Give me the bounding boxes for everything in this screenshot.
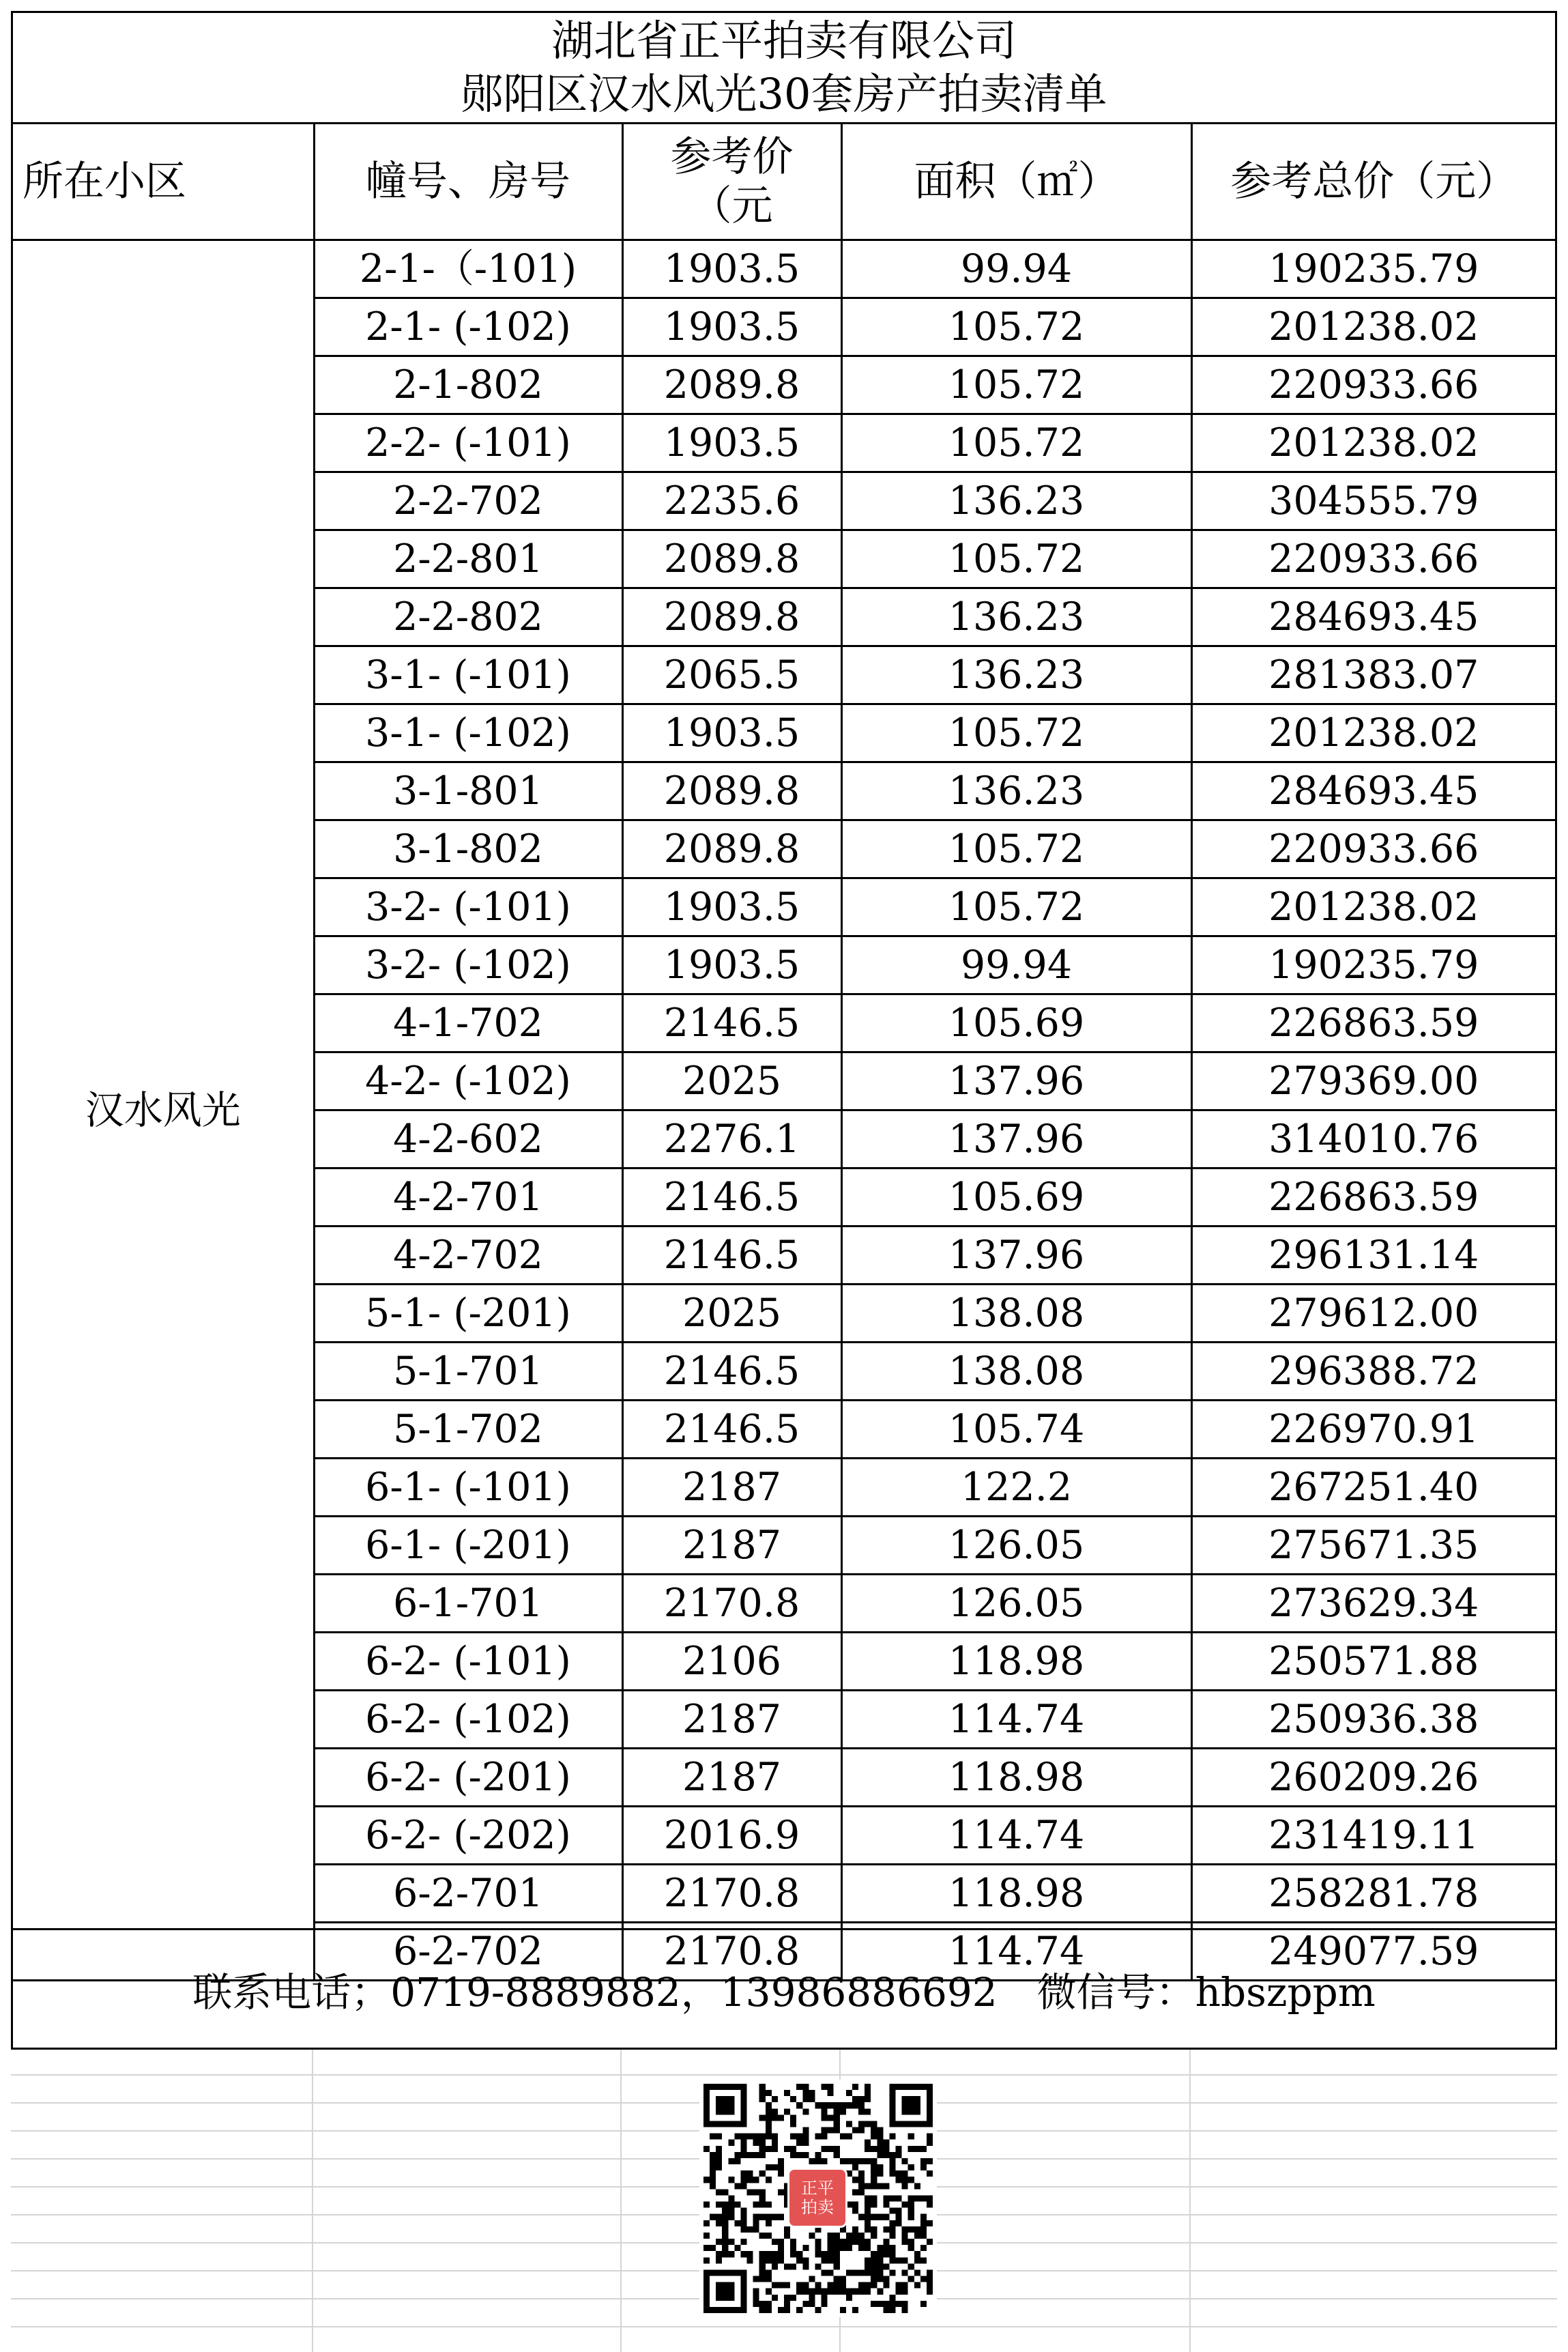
unit-price-cell: 1903.5 [622,878,841,936]
unit-cell: 5-1-701 [314,1343,622,1401]
area-cell: 118.98 [841,1633,1191,1691]
unit-cell: 5-1- (-201) [314,1285,622,1343]
seal-text-line2: 拍卖 [801,2198,834,2217]
header-unit-price-line1: 参考价 [670,133,794,181]
area-cell: 118.98 [841,1865,1191,1923]
area-cell: 105.72 [841,414,1191,472]
unit-cell: 4-1-702 [314,994,622,1052]
unit-price-cell: 1903.5 [622,936,841,994]
area-cell: 118.98 [841,1749,1191,1807]
unit-price-cell: 2146.5 [622,994,841,1052]
total-price-cell: 201238.02 [1191,878,1555,936]
gridline [11,2074,1557,2076]
list-title: 郧阳区汉水风光30套房产拍卖清单 [461,69,1107,119]
header-unit-price [622,124,841,240]
area-cell: 137.96 [841,1052,1191,1110]
unit-cell: 2-2-702 [314,472,622,530]
total-price-cell: 273629.34 [1191,1575,1555,1633]
total-price-cell: 220933.66 [1191,356,1555,414]
area-cell: 105.72 [841,878,1191,936]
header-area: 面积（㎡） [841,124,1191,240]
unit-cell: 3-2- (-102) [314,936,622,994]
unit-cell: 6-1- (-101) [314,1459,622,1517]
header-total: 参考总价（元） [1191,124,1555,240]
unit-price-cell: 2187 [622,1749,841,1807]
unit-price-cell: 2187 [622,1459,841,1517]
area-cell: 126.05 [841,1575,1191,1633]
unit-price-cell: 2146.5 [622,1227,841,1285]
total-price-cell: 296388.72 [1191,1343,1555,1401]
total-price-cell: 201238.02 [1191,298,1555,356]
header-unit-price-line2: （元 [691,182,773,230]
total-price-cell: 314010.76 [1191,1110,1555,1168]
total-price-cell: 275671.35 [1191,1517,1555,1575]
area-cell: 99.94 [841,240,1191,298]
unit-price-cell: 2025 [622,1285,841,1343]
area-cell: 114.74 [841,1807,1191,1865]
unit-price-cell: 2089.8 [622,762,841,820]
total-price-cell: 231419.11 [1191,1807,1555,1865]
unit-price-cell: 1903.5 [622,240,841,298]
area-cell: 105.72 [841,356,1191,414]
total-price-cell: 226863.59 [1191,1168,1555,1227]
auction-list-sheet [11,11,1557,2050]
unit-cell: 4-2-701 [314,1168,622,1227]
area-cell: 114.74 [841,1691,1191,1749]
total-price-cell: 281383.07 [1191,646,1555,704]
area-cell: 137.96 [841,1110,1191,1168]
unit-price-cell: 2089.8 [622,356,841,414]
unit-price-cell: 2170.8 [622,1865,841,1923]
unit-cell: 2-2- (-101) [314,414,622,472]
total-price-cell: 267251.40 [1191,1459,1555,1517]
unit-cell: 6-2- (-101) [314,1633,622,1691]
unit-price-cell: 2089.8 [622,530,841,588]
total-price-cell: 279612.00 [1191,1285,1555,1343]
total-price-cell: 226970.91 [1191,1401,1555,1459]
unit-cell: 3-1-801 [314,762,622,820]
property-table [13,124,1555,1981]
area-cell: 114.74 [841,1923,1191,1981]
total-price-cell: 250571.88 [1191,1633,1555,1691]
unit-price-cell: 2235.6 [622,472,841,530]
unit-price-cell: 2170.8 [622,1923,841,1981]
gridline [11,2326,1557,2327]
unit-cell: 2-2-802 [314,588,622,646]
area-cell: 126.05 [841,1517,1191,1575]
unit-cell: 2-2-801 [314,530,622,588]
area-cell: 99.94 [841,936,1191,994]
total-price-cell: 258281.78 [1191,1865,1555,1923]
area-cell: 137.96 [841,1227,1191,1285]
unit-cell: 6-2-701 [314,1865,622,1923]
unit-price-cell: 2187 [622,1691,841,1749]
total-price-cell: 220933.66 [1191,530,1555,588]
total-price-cell: 220933.66 [1191,820,1555,878]
total-price-cell: 260209.26 [1191,1749,1555,1807]
total-price-cell: 190235.79 [1191,240,1555,298]
unit-price-cell: 2146.5 [622,1401,841,1459]
gridline [620,2050,622,2352]
total-price-cell: 190235.79 [1191,936,1555,994]
area-cell: 105.69 [841,994,1191,1052]
unit-cell: 3-1- (-102) [314,704,622,762]
unit-cell: 4-2-702 [314,1227,622,1285]
area-cell: 122.2 [841,1459,1191,1517]
header-community: 所在小区 [13,124,314,240]
total-price-cell: 250936.38 [1191,1691,1555,1749]
unit-price-cell: 2187 [622,1517,841,1575]
unit-price-cell: 2146.5 [622,1343,841,1401]
area-cell: 136.23 [841,472,1191,530]
unit-cell: 2-1-802 [314,356,622,414]
unit-price-cell: 1903.5 [622,298,841,356]
unit-cell: 6-2- (-201) [314,1749,622,1807]
company-name: 湖北省正平拍卖有限公司 [551,16,1017,66]
area-cell: 105.72 [841,820,1191,878]
area-cell: 136.23 [841,762,1191,820]
unit-price-cell: 2276.1 [622,1110,841,1168]
document-title [13,13,1555,124]
area-cell: 105.72 [841,298,1191,356]
unit-price-cell: 2170.8 [622,1575,841,1633]
gridline [312,2050,313,2352]
unit-price-cell: 2025 [622,1052,841,1110]
unit-cell: 6-1-701 [314,1575,622,1633]
total-price-cell: 201238.02 [1191,704,1555,762]
unit-price-cell: 2089.8 [622,820,841,878]
unit-price-cell: 1903.5 [622,704,841,762]
community-cell: 汉水风光 [13,240,314,1981]
total-price-cell: 296131.14 [1191,1227,1555,1285]
unit-cell: 2-1- (-102) [314,298,622,356]
unit-cell: 4-2- (-102) [314,1052,622,1110]
gridline [1189,2050,1191,2352]
unit-cell: 6-2- (-102) [314,1691,622,1749]
total-price-cell: 284693.45 [1191,762,1555,820]
area-cell: 136.23 [841,646,1191,704]
header-unit: 幢号、房号 [314,124,622,240]
total-price-cell: 226863.59 [1191,994,1555,1052]
unit-price-cell: 2146.5 [622,1168,841,1227]
unit-cell: 6-1- (-201) [314,1517,622,1575]
total-price-cell: 304555.79 [1191,472,1555,530]
area-cell: 105.72 [841,704,1191,762]
table-row [13,240,1555,298]
unit-cell: 3-1-802 [314,820,622,878]
qr-logo-seal [787,2168,847,2228]
area-cell: 136.23 [841,588,1191,646]
unit-price-cell: 2016.9 [622,1807,841,1865]
area-cell: 105.72 [841,530,1191,588]
total-price-cell: 284693.45 [1191,588,1555,646]
unit-cell: 2-1-（-101) [314,240,622,298]
area-cell: 105.74 [841,1401,1191,1459]
unit-price-cell: 2089.8 [622,588,841,646]
unit-cell: 3-1- (-101) [314,646,622,704]
unit-price-cell: 2065.5 [622,646,841,704]
unit-cell: 3-2- (-101) [314,878,622,936]
area-cell: 138.08 [841,1343,1191,1401]
unit-cell: 6-2-702 [314,1923,622,1981]
contact-info: 联系电话；0719-8889882，13986886692 微信号：hbszppm [13,1928,1555,2048]
unit-cell: 5-1-702 [314,1401,622,1459]
table-header-row [13,124,1555,240]
total-price-cell: 249077.59 [1191,1923,1555,1981]
area-cell: 138.08 [841,1285,1191,1343]
seal-text-line1: 正平 [801,2179,834,2198]
unit-cell: 4-2-602 [314,1110,622,1168]
total-price-cell: 201238.02 [1191,414,1555,472]
total-price-cell: 279369.00 [1191,1052,1555,1110]
unit-cell: 6-2- (-202) [314,1807,622,1865]
area-cell: 105.69 [841,1168,1191,1227]
unit-price-cell: 1903.5 [622,414,841,472]
unit-price-cell: 2106 [622,1633,841,1691]
